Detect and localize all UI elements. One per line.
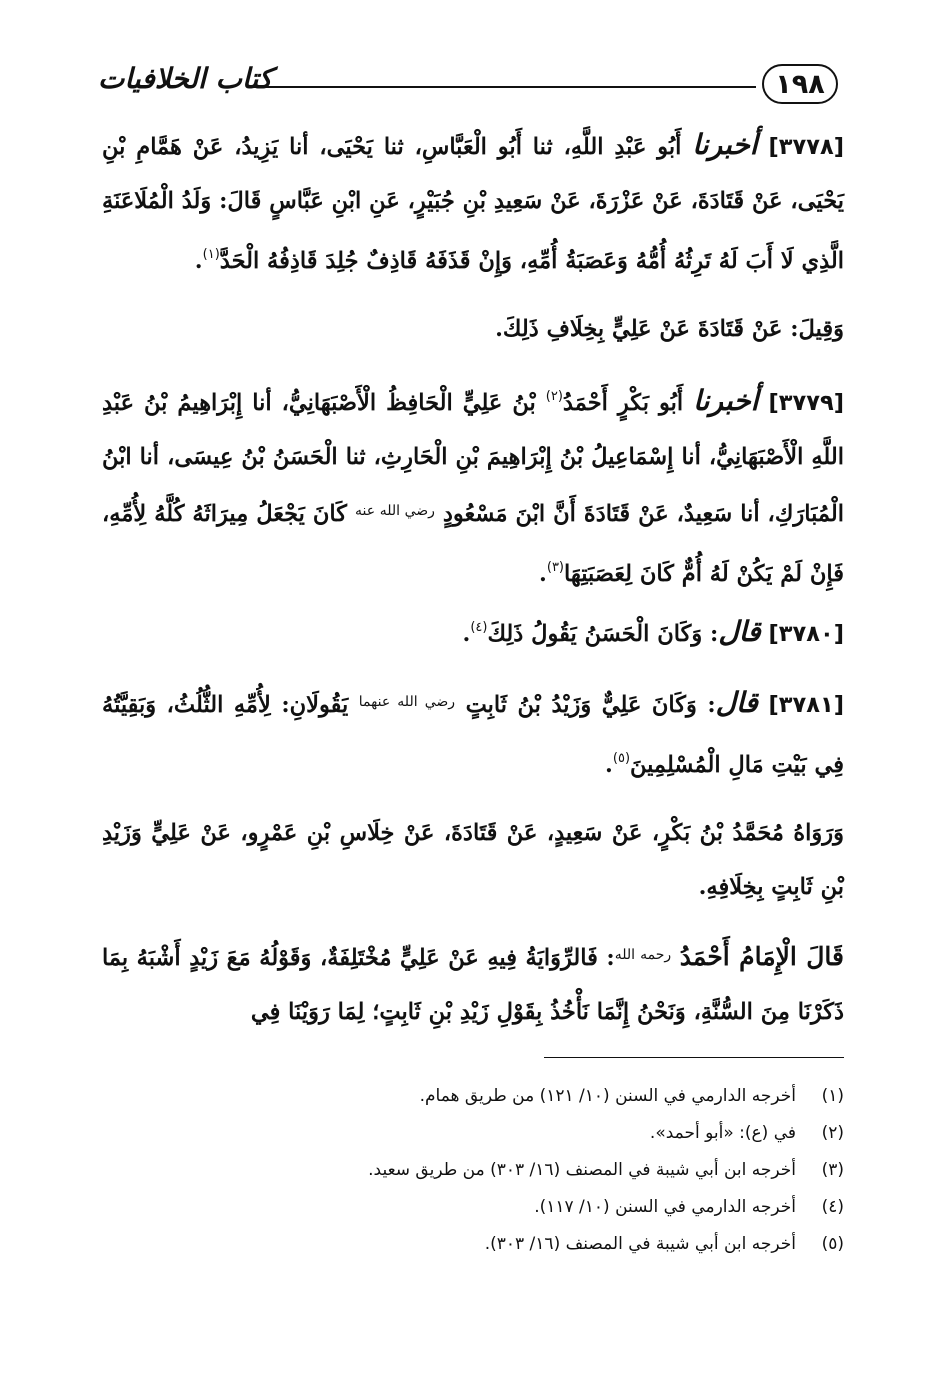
footnote-text: أخرجه ابن أبي شيبة في المصنف (١٦/ ٣٠٣). <box>484 1234 796 1254</box>
hadith-number: [٣٧٨٠] <box>768 621 844 647</box>
sentence-end: . <box>194 248 203 274</box>
paragraph-3779 <box>102 370 844 601</box>
imam-keyword: قَالَ الْإِمَامُ أَحْمَدُ <box>679 942 844 971</box>
main-text <box>102 118 844 1039</box>
footnote-text: أخرجه الدارمي في السنن (١٠/ ١١٧). <box>534 1197 796 1217</box>
footnote-text: في (ع): «أبو أحمد». <box>649 1123 796 1143</box>
footnote <box>102 1115 844 1152</box>
footnote-ref: (٣) <box>546 560 564 575</box>
footnote-number: (٣) <box>821 1160 844 1180</box>
hadith-text: أَبُو عَبْدِ اللَّهِ، ثنا أَبُو الْعَبَّاسِ، ثنا يَحْيَى، أنا يَزِيدُ، عَنْ هَمَّامِ بْنِ يَحْيَى، عَنْ قَتَادَةَ، عَنْ عَزْرَةَ، عَنْ سَعِيدِ بْنِ جُبَيْرٍ، عَنِ ابْنِ عَبَّاسٍ قَالَ: وَلَدُ الْمُلَاعَنَةِ الَّذِي لَا أَبَ لَهُ تَرِثُهُ أُمُّهُ وَعَصَبَةُ أُمِّهِ، وَإِنْ قَذَفَهُ قَاذِفٌ جُلِدَ قَاذِفُهُ الْحَدَّ <box>102 134 844 274</box>
commentary-paragraph: وَرَوَاهُ مُحَمَّدُ بْنُ بَكْرٍ، عَنْ سَعِيدٍ، عَنْ قَتَادَةَ، عَنْ خِلَاسِ بْنِ عَمْرٍو، عَنْ عَلِيٍّ وَزَيْدِ بْنِ ثَابِتٍ بِخِلَافِهِ. <box>102 820 844 900</box>
hadith-number: [٣٧٧٩] <box>768 390 844 416</box>
sentence-end: . <box>539 561 547 587</box>
hadith-keyword: أخبرنا <box>693 384 759 417</box>
hadith-keyword: قال <box>715 686 758 719</box>
honorific-glyph: رضي الله عنهما <box>358 694 456 710</box>
footnote-number: (٤) <box>821 1197 844 1217</box>
footnote-text: أخرجه الدارمي في السنن (١٠/ ١٢١) من طريق همام. <box>419 1086 796 1106</box>
hadith-number: [٣٧٧٨] <box>768 134 844 160</box>
footnote-number: (١) <box>821 1086 844 1106</box>
footnote-ref: (١) <box>202 247 220 262</box>
page-number: ١٩٨ <box>775 68 825 100</box>
paragraph-3781 <box>102 675 844 792</box>
page-header <box>98 62 838 110</box>
footnote <box>102 1078 844 1115</box>
footnote-number: (٢) <box>821 1123 844 1143</box>
sentence-end: . <box>462 621 471 647</box>
footnote <box>102 1152 844 1189</box>
page-number-badge <box>762 64 838 104</box>
imam-paragraph <box>102 928 844 1039</box>
hadith-text: أَبُو بَكْرٍ أَحْمَدُ <box>562 390 684 416</box>
honorific-glyph: رضي الله عنه <box>355 503 435 519</box>
hadith-text: كَانَ يَجْعَلُ مِيرَاثَهُ كُلَّهُ لِأُمِّهِ، فَإِنْ لَمْ يَكُنْ لَهُ أُمٌّ كَانَ لِعَصَبَتِهَا <box>102 501 844 587</box>
hadith-keyword: قال <box>718 615 761 648</box>
hadith-number: [٣٧٨١] <box>768 692 844 718</box>
footnote-number: (٥) <box>821 1234 844 1254</box>
book-title: كتاب الخلافيات <box>98 62 273 95</box>
hadith-keyword: أخبرنا <box>692 128 758 161</box>
footnote <box>102 1226 844 1263</box>
commentary-paragraph: وَقِيلَ: عَنْ قَتَادَةَ عَنْ عَلِيٍّ بِخِلَافِ ذَلِكَ. <box>495 316 844 342</box>
footnotes <box>102 1078 844 1263</box>
footnote-ref: (٤) <box>470 620 488 635</box>
paragraph-3778 <box>102 118 844 288</box>
footnote-separator <box>544 1057 844 1058</box>
footnote-ref: (٥) <box>612 751 631 766</box>
header-rule <box>248 86 756 88</box>
sentence-end: . <box>605 752 613 778</box>
footnote-ref: (٢) <box>545 389 563 404</box>
footnote <box>102 1189 844 1226</box>
hadith-text: : وَكَانَ الْحَسَنُ يَقُولُ ذَلِكَ <box>487 621 719 647</box>
hadith-text: بْنُ عَلِيٍّ الْحَافِظُ الْأَصْبَهَانِيُّ، أنا إِبْرَاهِيمُ بْنُ عَبْدِ اللَّهِ الْأَصْبَهَانِيُّ، أنا إِسْمَاعِيلُ بْنُ إِبْرَاهِيمَ بْنِ الْحَارِثِ، ثنا الْحَسَنُ بْنُ عِيسَى، أنا ابْنُ الْمُبَارَكِ، أنا سَعِيدٌ، عَنْ قَتَادَةَ أَنَّ ابْنَ مَسْعُودٍ <box>102 390 844 527</box>
hadith-text: : وَكَانَ عَلِيٌّ وَزَيْدُ بْنُ ثَابِتٍ <box>465 692 716 718</box>
hadith-text: يَقُولَانِ: لِأُمِّهِ الثُّلُثُ، وَبَقِيَّتُهُ فِي بَيْتِ مَالِ الْمُسْلِمِينَ <box>102 692 844 778</box>
footnote-text: أخرجه ابن أبي شيبة في المصنف (١٦/ ٣٠٣) من طريق سعيد. <box>368 1160 796 1180</box>
honorific-glyph: رحمه الله <box>614 947 672 963</box>
imam-text: : فَالرِّوَايَةُ فِيهِ عَنْ عَلِيٍّ مُخْتَلِفَةٌ، وَقَوْلُهُ مَعَ زَيْدٍ أَشْبَهُ بِمَا ذَكَرْنَا مِنَ السُّنَّةِ، وَنَحْنُ إِنَّمَا نَأْخُذُ بِقَوْلِ زَيْدِ بْنِ ثَابِتٍ؛ لِمَا رَوَيْنَا فِي <box>102 945 844 1025</box>
paragraph-3780 <box>102 601 844 661</box>
